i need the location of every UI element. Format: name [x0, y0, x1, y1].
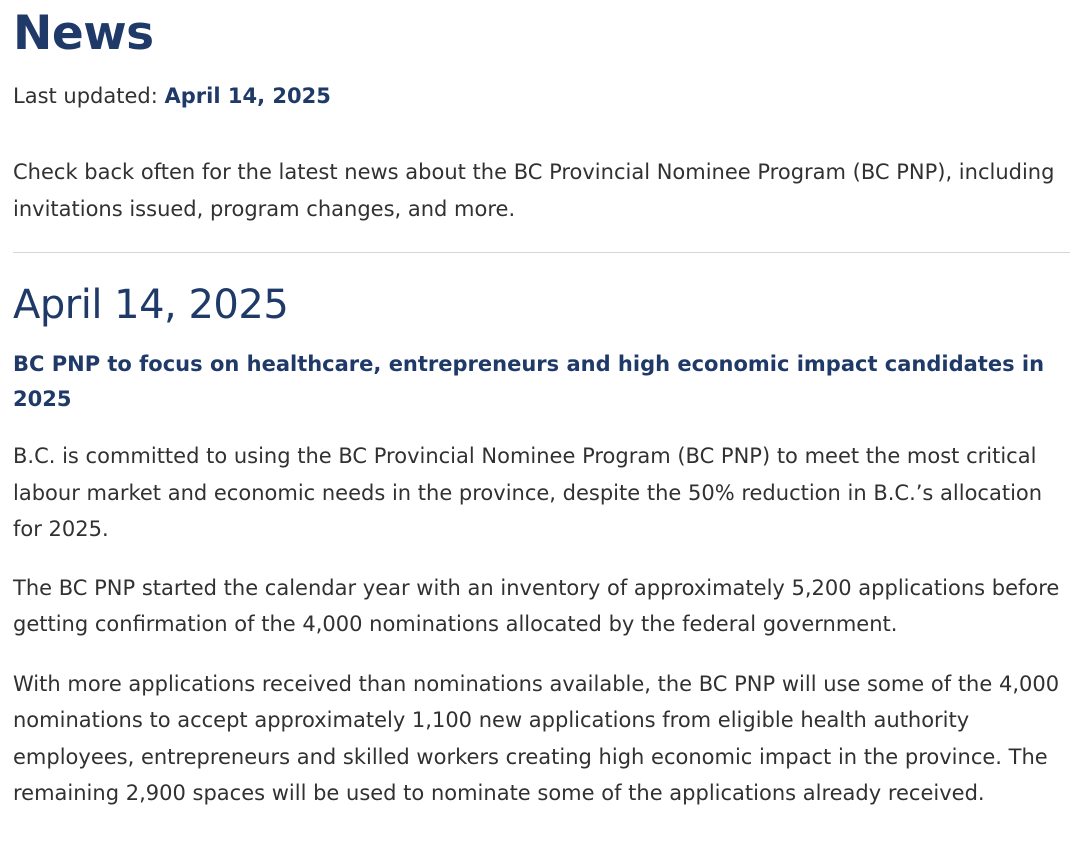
news-paragraph-2: The BC PNP started the calendar year with an inventory of approximately 5,200 applications before getting confirmation of the 4,000 nominations allocated by the federal government. — [13, 575, 1060, 636]
news-entry — [13, 281, 1070, 812]
news-paragraph-1: B.C. is committed to using the BC Provincial Nominee Program (BC PNP) to meet the most critical labour market and economic needs in the province, despite the 50% reduction in B.C.’s allocation for 2025. — [13, 444, 1043, 541]
intro-text: Check back often for the latest news about the BC Provincial Nominee Program (BC PNP), including invitations issued, program changes, and more. — [13, 160, 1055, 221]
news-paragraph-3: With more applications received than nominations available, the BC PNP will use some of the 4,000 nominations to accept approximately 1,100 new applications from eligible health authority employees, entrepreneurs and skilled workers creating high economic impact in the province. The remaining 2,900 spaces will be used to nominate some of the applications already received. — [13, 671, 1060, 805]
section-divider — [13, 252, 1070, 253]
last-updated-label: Last updated: — [13, 84, 158, 108]
last-updated — [13, 82, 1070, 110]
last-updated-date: April 14, 2025 — [164, 84, 331, 108]
page-title: News — [13, 6, 154, 61]
news-entry-date: April 14, 2025 — [13, 282, 289, 328]
news-entry-headline: BC PNP to focus on healthcare, entrepreneurs and high economic impact candidates in 2025 — [13, 352, 1045, 411]
